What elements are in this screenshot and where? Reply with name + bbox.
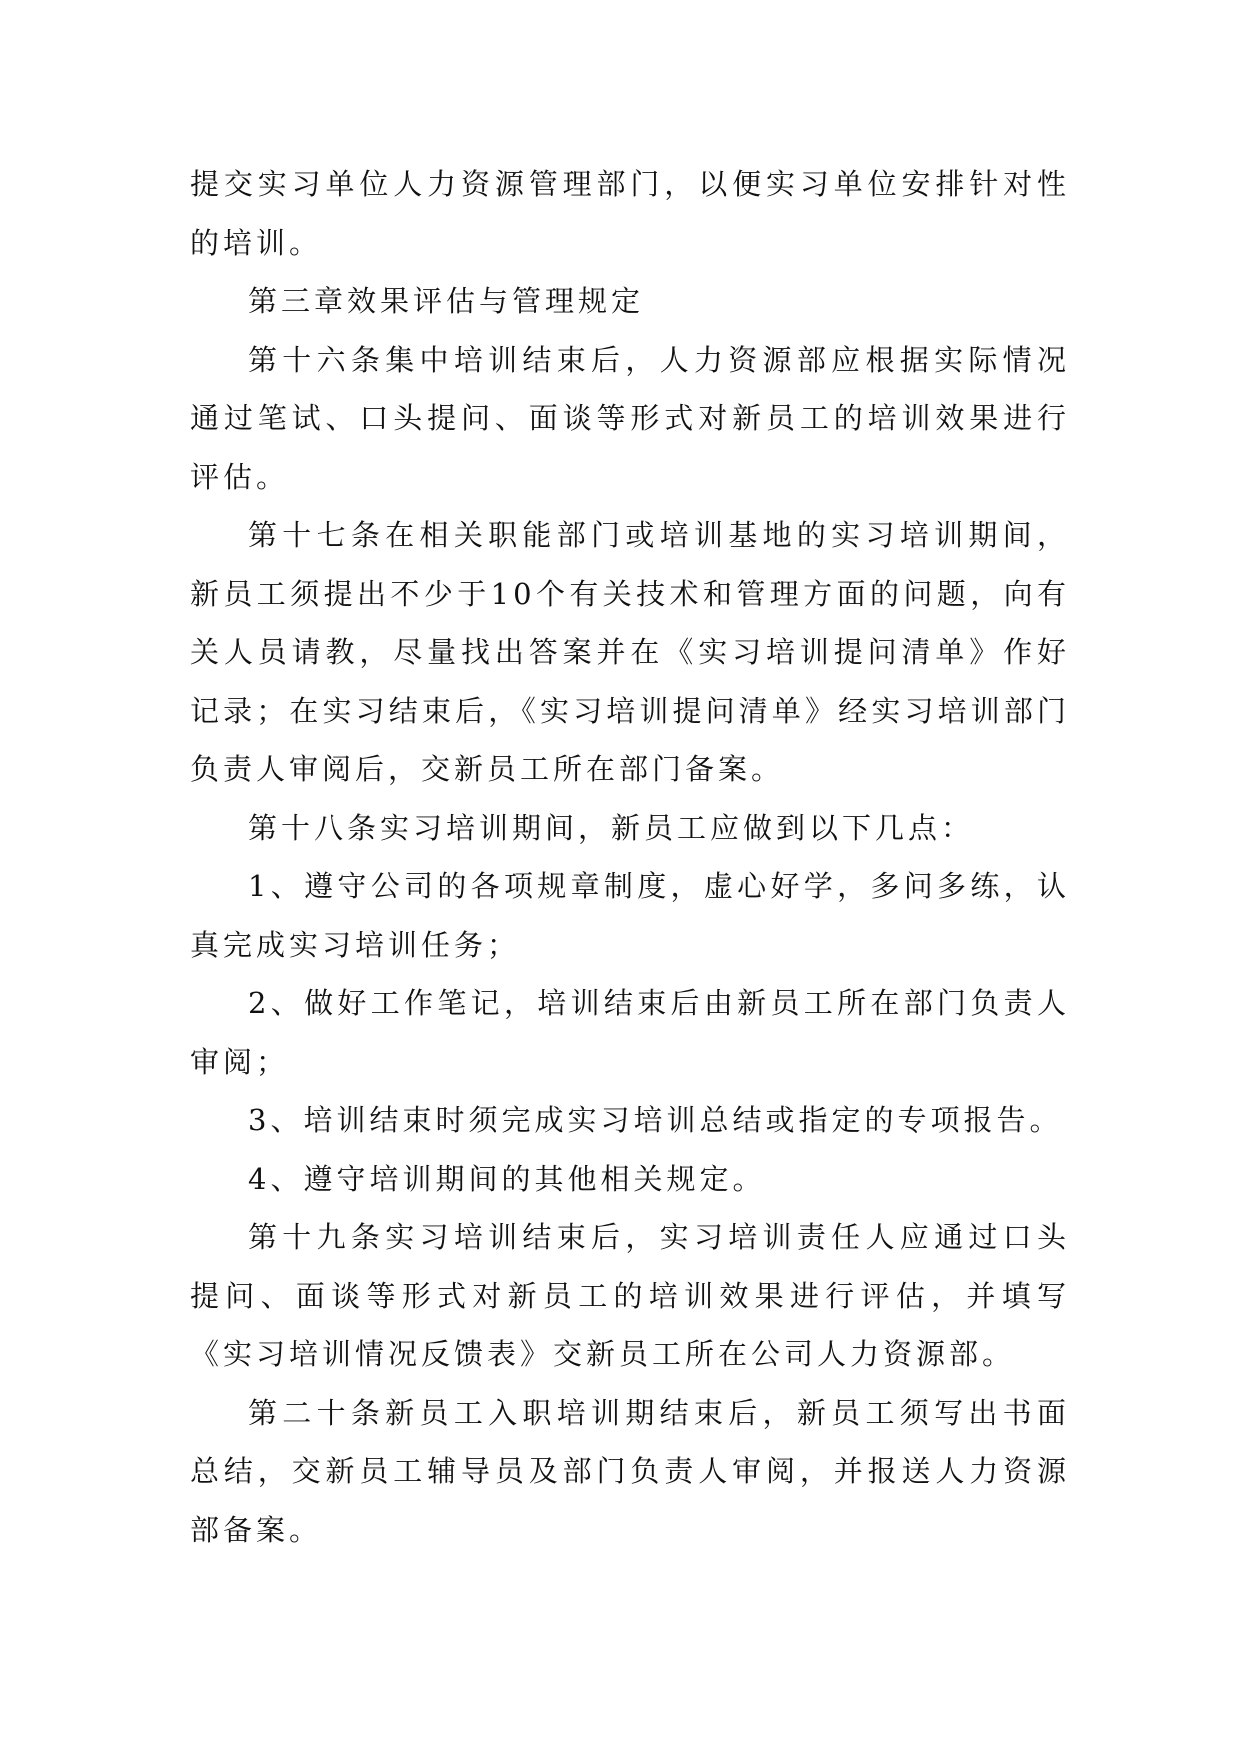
article-20: 第二十条新员工入职培训期结束后，新员工须写出书面总结，交新员工辅导员及部门负责人审阅，并报送人力资源部备案。 bbox=[190, 1395, 1070, 1547]
document-body bbox=[190, 155, 1070, 1559]
article-18: 第十八条实习培训期间，新员工应做到以下几点： bbox=[248, 810, 975, 845]
article-17: 第十七条在相关职能部门或培训基地的实习培训期间，新员工须提出不少于10个有关技术和管理方面的问题，向有关人员请教，尽量找出答案并在《实习培训提问清单》作好记录；在实习结束后，《实习培训提问清单》经实习培训部门负责人审阅后，交新员工所在部门备案。 bbox=[190, 518, 1070, 786]
article-16: 第十六条集中培训结束后，人力资源部应根据实际情况通过笔试、口头提问、面谈等形式对新员工的培训效果进行评估。 bbox=[190, 342, 1070, 494]
chapter-heading: 第三章效果评估与管理规定 bbox=[248, 284, 645, 318]
list-item-2: 2、做好工作笔记，培训结束后由新员工所在部门负责人审阅； bbox=[190, 986, 1070, 1079]
paragraph-continuation: 提交实习单位人力资源管理部门，以便实习单位安排针对性的培训。 bbox=[190, 167, 1070, 260]
list-item-3: 3、培训结束时须完成实习培训总结或指定的专项报告。 bbox=[248, 1103, 1063, 1137]
article-19: 第十九条实习培训结束后，实习培训责任人应通过口头提问、面谈等形式对新员工的培训效果进行评估，并填写《实习培训情况反馈表》交新员工所在公司人力资源部。 bbox=[190, 1220, 1070, 1371]
list-item-4: 4、遵守培训期间的其他相关规定。 bbox=[248, 1161, 766, 1196]
list-item-1: 1、遵守公司的各项规章制度，虚心好学，多问多练，认真完成实习培训任务； bbox=[190, 869, 1070, 962]
